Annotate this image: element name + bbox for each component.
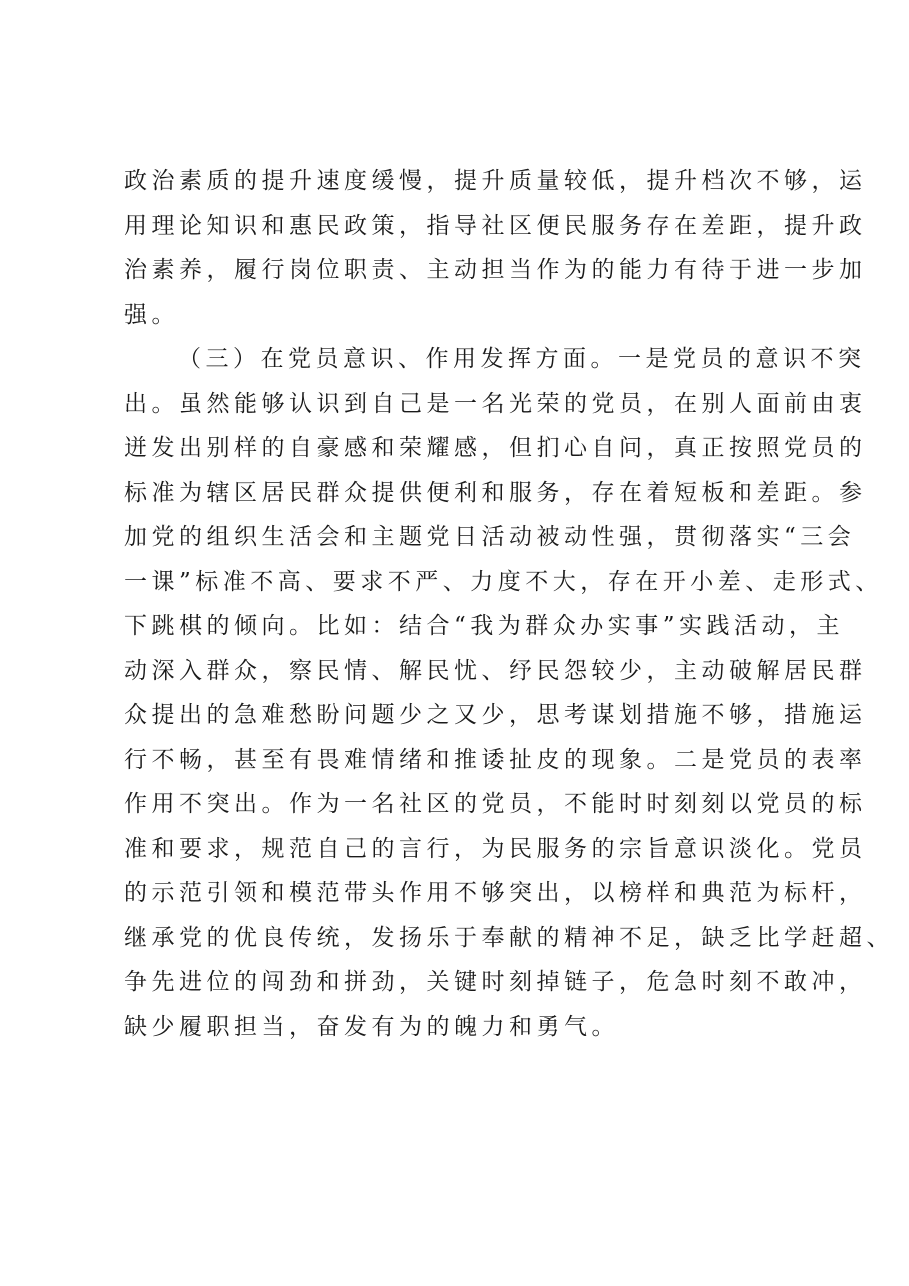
text-line: 迸发出别样的自豪感和荣耀感，但扪心自问，真正按照党员的	[124, 435, 867, 461]
text-line: 治素养，履行岗位职责、主动担当作为的能力有待于进一步加	[124, 257, 867, 283]
text-line: 准和要求，规范自己的言行，为民服务的宗旨意识淡化。党员	[124, 835, 867, 862]
text-line: 下跳棋的倾向。比如：结合“我为群众办实事”实践活动，主	[124, 613, 845, 639]
paragraph-start-line: （三）在党员意识、作用发挥方面。一是党员的意识不突	[178, 346, 866, 372]
text-line: 行不畅，甚至有畏难情绪和推诿扯皮的现象。二是党员的表率	[124, 746, 867, 773]
document-body	[124, 159, 894, 1049]
text-line: 众提出的急难愁盼问题少之又少，思考谋划措施不够，措施运	[124, 702, 867, 728]
text-line: 用理论知识和惠民政策，指导社区便民服务存在差距，提升政	[124, 212, 867, 239]
text-line: 一课”标准不高、要求不严、力度不大，存在开小差、走形式、	[124, 568, 883, 595]
text-line: 标准为辖区居民群众提供便利和服务，存在着短板和差距。参	[124, 479, 867, 506]
text-line: 政治素质的提升速度缓慢，提升质量较低，提升档次不够，运	[124, 168, 867, 194]
text-line: 缺少履职担当，奋发有为的魄力和勇气。	[124, 1013, 619, 1040]
text-line: 的示范引领和模范带头作用不够突出，以榜样和典范为标杆，	[124, 880, 867, 906]
text-line: 出。虽然能够认识到自己是一名光荣的党员，在别人面前由衷	[124, 390, 867, 417]
text-line: 争先进位的闯劲和拼劲，关键时刻掉链子，危急时刻不敢冲，	[124, 969, 867, 995]
text-line: 强。	[124, 301, 179, 328]
text-line: 作用不突出。作为一名社区的党员，不能时时刻刻以党员的标	[124, 791, 867, 817]
text-line: 动深入群众，察民情、解民忧、纾民怨较少，主动破解居民群	[124, 657, 867, 684]
text-line: 继承党的优良传统，发扬乐于奉献的精神不足，缺乏比学赶超、	[124, 924, 894, 951]
text-line: 加党的组织生活会和主题党日活动被动性强，贯彻落实“三会	[124, 524, 856, 550]
